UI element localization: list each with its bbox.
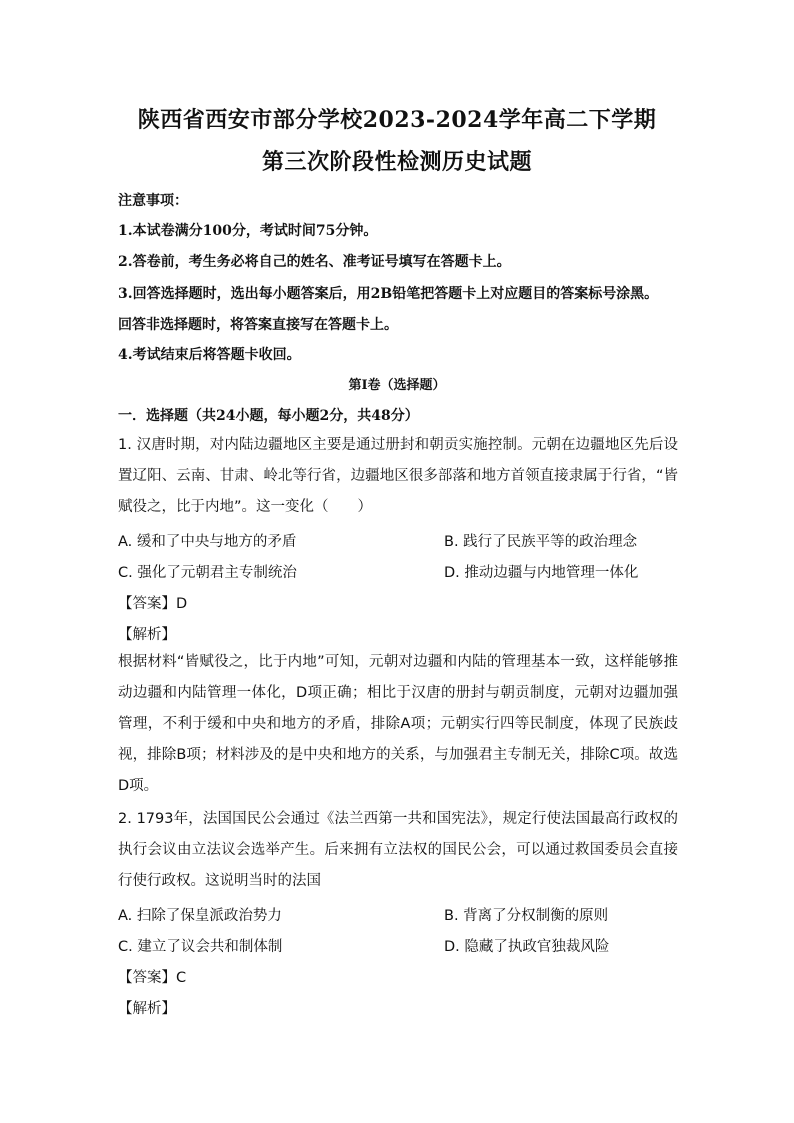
note-item: 1.本试卷满分100分，考试时间75分钟。 — [118, 223, 378, 239]
note-item: 回答非选择题时，将答案直接写在答题卡上。 — [118, 317, 398, 333]
notes-heading: 注意事项： — [118, 193, 188, 209]
part-title: 第Ⅰ卷（选择题） — [348, 378, 446, 393]
note-item: 4.考试结束后将答题卡收回。 — [118, 347, 301, 363]
question-2-analysis-label: 【解析】 — [118, 1001, 176, 1017]
note-item: 3.回答选择题时，选出每小题答案后，用2B铅笔把答题卡上对应题目的答案标号涂黑。 — [118, 286, 659, 302]
question-2-option-d: D. 隐藏了执政官独裁风险 — [444, 939, 610, 955]
question-1-option-d: D. 推动边疆与内地管理一体化 — [444, 565, 639, 581]
question-2-answer: 【答案】C — [118, 970, 187, 986]
question-1-analysis-label: 【解析】 — [118, 627, 176, 643]
question-1-option-b: B. 践行了民族平等的政治理念 — [444, 534, 638, 550]
question-2-option-c: C. 建立了议会共和制体制 — [118, 939, 283, 955]
question-2-option-a: A. 扫除了保皇派政治势力 — [118, 908, 282, 924]
exam-title-line-1: 陕西省西安市部分学校2023-2024学年高二下学期 — [137, 107, 657, 133]
note-item: 2.答卷前，考生务必将自己的姓名、准考证号填写在答题卡上。 — [118, 254, 511, 270]
question-1-analysis: 根据材料“皆赋役之，比于内地”可知，元朝对边疆和内陆的管理基本一致，这样能够推动边疆和内陆管理一体化，D项正确；相比于汉唐的册封与朝贡制度，元朝对边疆加强管理，不利于缓和中央和地方的矛盾，排除A项；元朝实行四等民制度，体现了民族歧视，排除B项；材料涉及的是中央和地方的关系，与加强君主专制无关，排除C项。故选D项。 — [118, 654, 678, 794]
question-1-option-c: C. 强化了元朝君主专制统治 — [118, 565, 297, 581]
question-1-stem: 1. 汉唐时期，对内陆边疆地区主要是通过册封和朝贡实施控制。元朝在边疆地区先后设置辽阳、云南、甘肃、岭北等行省，边疆地区很多部落和地方首领直接隶属于行省，“皆赋役之，比于内地”。这一变化（ ） — [118, 437, 678, 515]
question-2-stem: 2. 1793年，法国国民公会通过《法兰西第一共和国宪法》，规定行使法国最高行政权的执行会议由立法议会选举产生。后来拥有立法权的国民公会，可以通过救国委员会直接行使行政权。这说明当时的法国 — [118, 811, 678, 889]
question-2-option-b: B. 背离了分权制衡的原则 — [444, 908, 609, 924]
exam-title-line-2: 第三次阶段性检测历史试题 — [261, 149, 532, 175]
question-1-answer: 【答案】D — [118, 596, 188, 612]
section-title: 一．选择题（共24小题，每小题2分，共48分） — [118, 408, 419, 424]
question-1-option-a: A. 缓和了中央与地方的矛盾 — [118, 534, 297, 550]
